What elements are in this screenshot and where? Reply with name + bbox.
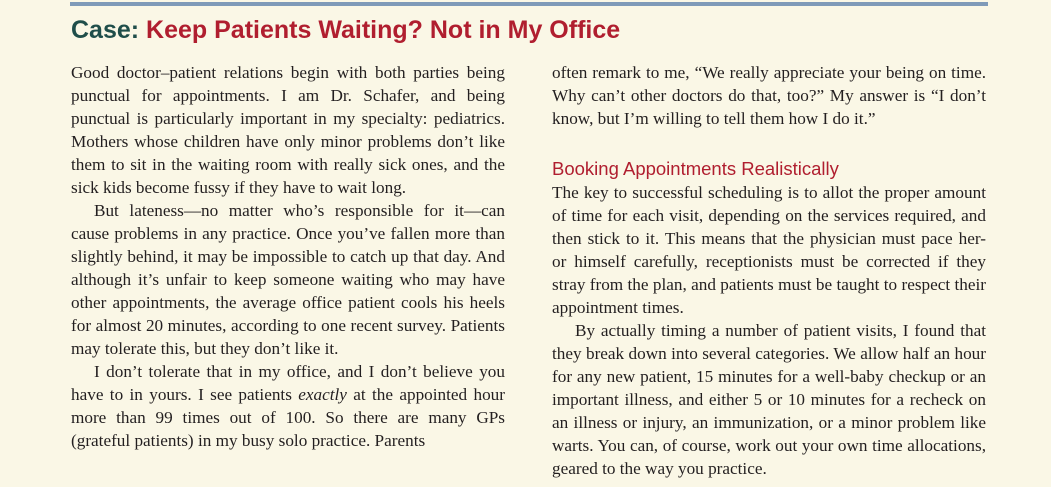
- right-column: [552, 61, 986, 480]
- emphasis-exactly: exactly: [298, 385, 347, 404]
- paragraph-lateness: But lateness—no matter who’s responsible for it—can cause problems in any practice. Once you’ve fallen more than slightly behind, it may be impossible to catch up that day. And although it’s unfair to keep someone waiting who may have other appointments, the average office patient cools his heels for almost 20 minutes, according to one recent survey. Patients may tolerate this, but they don’t like it.: [71, 201, 505, 358]
- paragraph-punctuality: [71, 360, 505, 452]
- paragraph-scheduling: The key to successful scheduling is to allot the proper amount of time for each visit, depending on the services required, and then stick to it. This means that the physician must pace her- or himself carefully, receptionists must be corrected if they stray from the plan, and patients must be taught to respect their appointment times.: [552, 183, 986, 317]
- left-column: [71, 61, 505, 452]
- paragraph-timing: By actually timing a number of patient visits, I found that they break down into several categories. We allow half an hour for any new patient, 15 minutes for a well-baby checkup or an important illness, and either 5 or 10 minutes for a recheck on an illness or injury, an immunization, or a minor problem like warts. You can, of course, work out your own time allocations, geared to the way you practice.: [552, 321, 986, 478]
- paragraph-continuation: often remark to me, “We really appreciate your being on time. Why can’t other doctors do that, too?” My answer is “I don’t know, but I’m willing to tell them how I do it.”: [552, 63, 986, 128]
- case-name: Keep Patients Waiting? Not in My Office: [146, 16, 621, 44]
- paragraph-punctuality-start: I don’t tolerate that in my office, and I don’t believe you have to in yours. I see patients: [71, 362, 505, 404]
- top-rule: [70, 2, 988, 6]
- paragraph-punctuality-end: at the appointed hour more than 99 times out of 100. So there are many GPs (grateful patients) in my busy solo practice. Parents: [71, 385, 505, 450]
- section-heading: Booking Appointments Realistically: [552, 158, 839, 179]
- paragraph-intro: Good doctor–patient relations begin with both parties being punctual for appointments. I am Dr. Schafer, and being punctual is particularly important in my specialty: pediatrics. Mothers whose children have only minor problems don’t like them to sit in the waiting room with really sick ones, and the sick kids become fussy if they have to wait long.: [71, 63, 505, 197]
- case-title: [71, 13, 620, 47]
- case-label: Case:: [71, 16, 140, 44]
